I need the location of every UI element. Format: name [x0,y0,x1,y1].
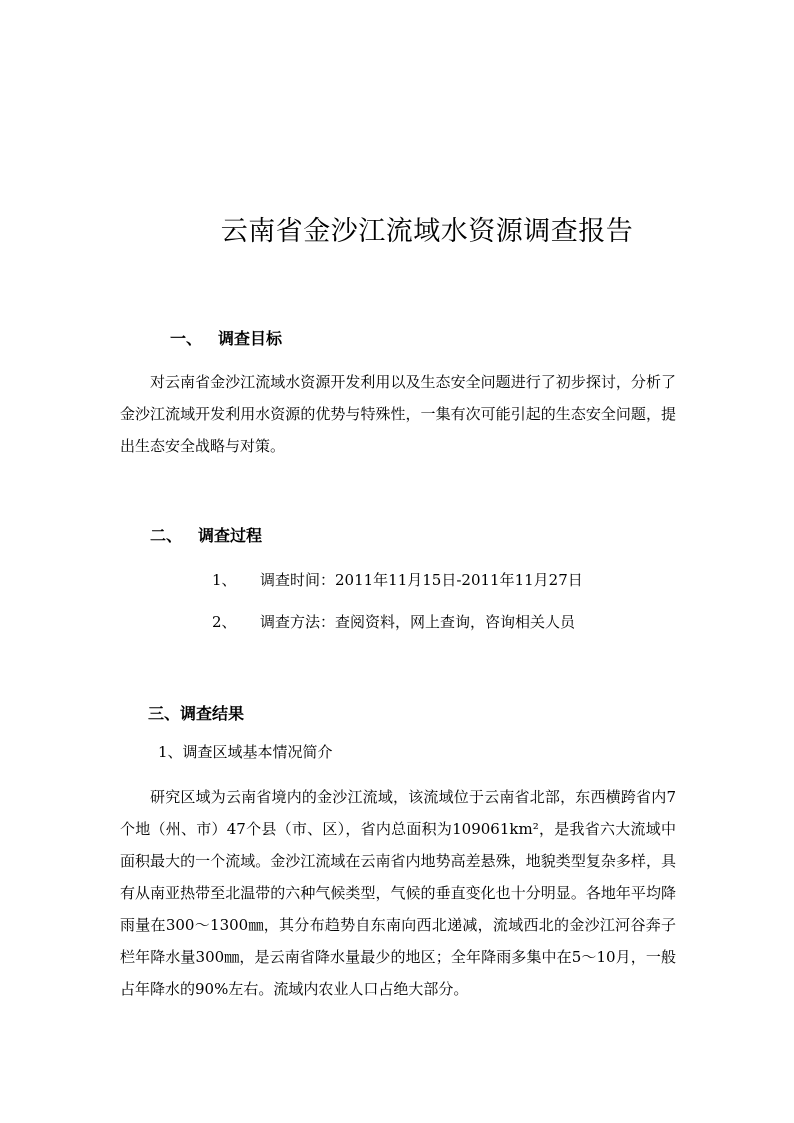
list-item-text: 调查方法：查阅资料，网上查询，咨询相关人员 [260,613,576,631]
document-title: 云南省金沙江流域水资源调查报告 [220,216,634,247]
section-3-subheading: 1、调查区域基本情况简介 [158,743,333,761]
section-1-title: 调查目标 [218,329,283,348]
list-item [212,611,575,632]
list-item-number: 2、 [212,613,237,631]
section-2-title: 调查过程 [198,526,263,545]
list-item [212,569,583,590]
section-3-heading: 三、调查结果 [148,704,245,723]
section-1-number: 一、 [170,329,203,348]
section-3-paragraph: 研究区域为云南省境内的金沙江流域，该流域位于云南省北部，东西横跨省内7个地（州、市）47个县（市、区），省内总面积为109061km²，是我省六大流域中面积最大的一个流域。金沙江流域在云南省内地势高差悬殊，地貌类型复杂多样，具有从南亚热带至北温带的六种气候类型，气候的垂直变化也十分明显。各地年平均降雨量在300～1300㎜，其分布趋势自东南向西北递减，流域西北的金沙江河谷奔子栏年降水量300㎜，是云南省降水量最少的地区；全年降雨多集中在5～10月，一般占年降水的90%左右。流域内农业人口占绝大部分。 [120,788,676,998]
section-1-paragraph: 对云南省金沙江流域水资源开发利用以及生态安全问题进行了初步探讨，分析了金沙江流域开发利用水资源的优势与特殊性，一集有次可能引起的生态安全问题，提出生态安全战略与对策。 [120,373,676,455]
list-item-text: 调查时间：2011年11月15日-2011年11月27日 [260,571,583,589]
list-item-number: 1、 [212,571,237,589]
section-2-heading [150,523,262,546]
section-1-heading [170,326,282,349]
section-2-number: 二、 [150,526,183,545]
